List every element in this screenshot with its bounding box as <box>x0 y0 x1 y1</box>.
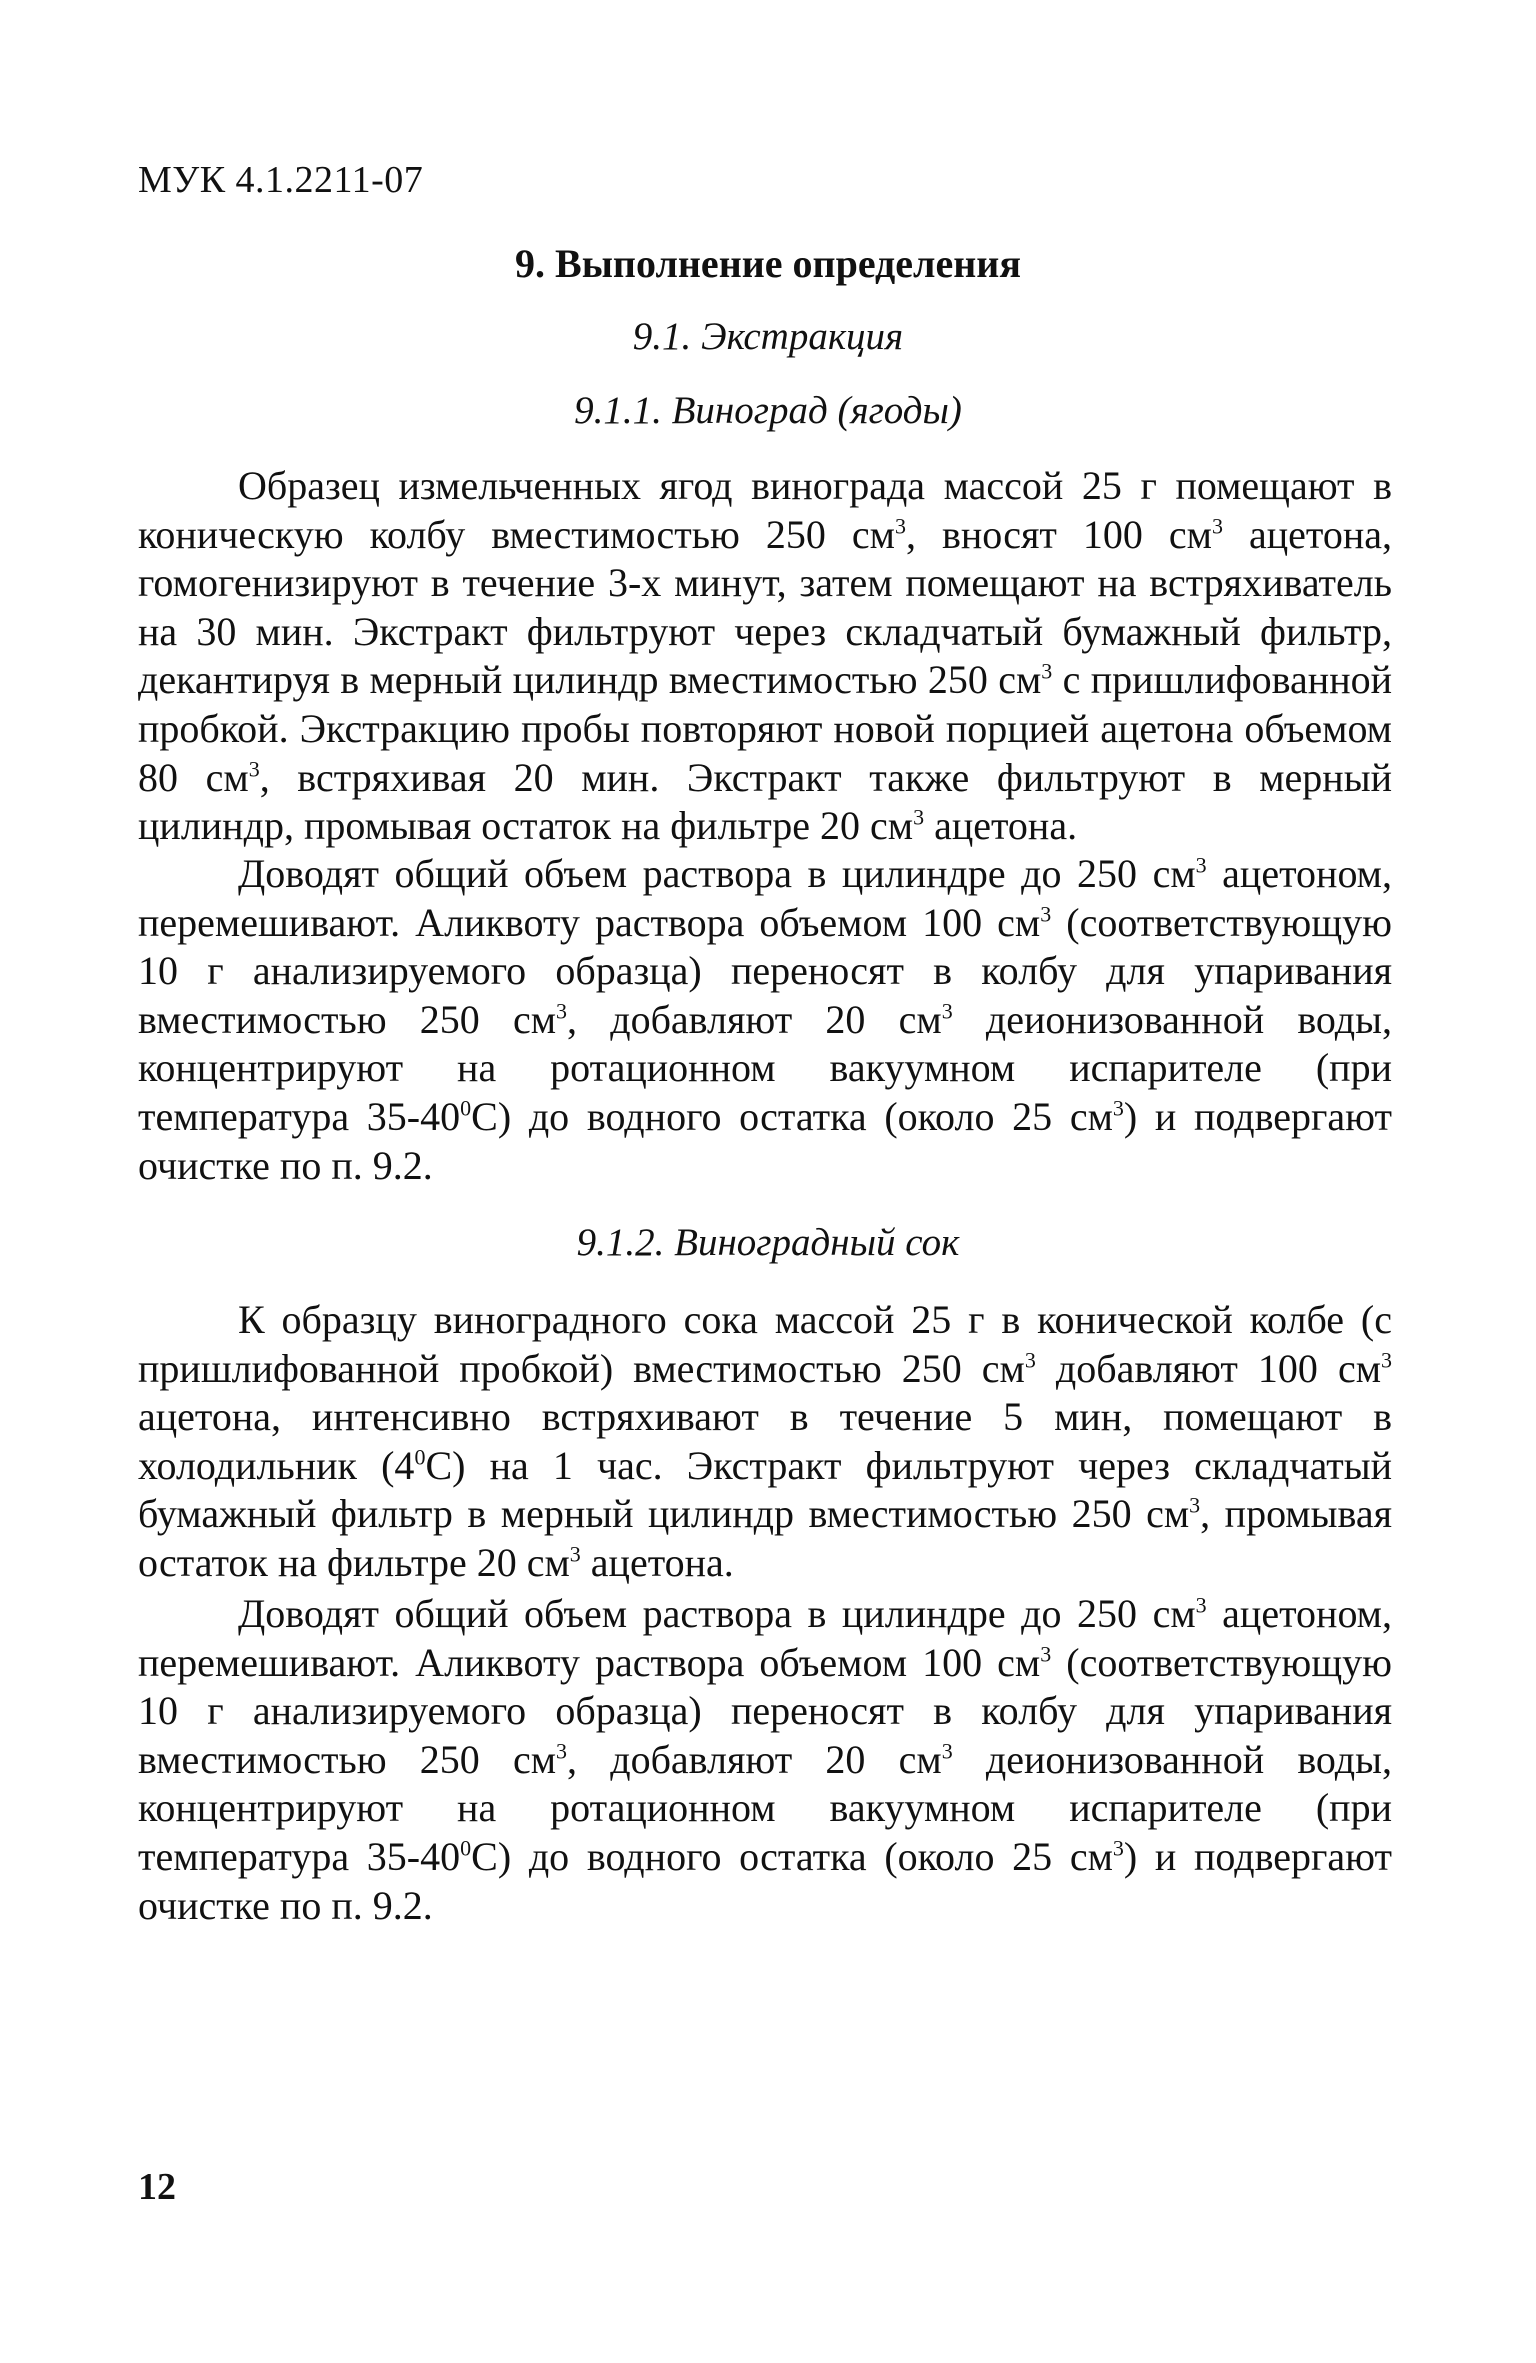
subsection-title: 9.1. Экстракция <box>632 315 904 358</box>
cube-superscript: 3 <box>556 998 568 1024</box>
grapes-subsection-title: 9.1.1. Виноград (ягоды) <box>574 389 962 432</box>
degree-superscript: 0 <box>414 1444 426 1470</box>
degree-superscript: 0 <box>460 1095 472 1121</box>
juice-paragraph-2: Доводят общий объем раствора в цилиндре до 250 $см^3$ ацетоном, перемешивают. Аликвоту раствора объемом 100 $см^3$ (соответствующую 10 г анализируемого образца) переносят в колбу для упаривания вместимостью 250 $см^3$, добавляют 20 $см^3$ деионизованной воды, концентрируют на ротационном вакуумном испарителе (при температура $35-40^0С$) до водного остатка (около 25 $см^3$) и подвергают очистке по п. 9.2. <box>138 1591 1393 1928</box>
cube-superscript: 3 <box>1040 1641 1052 1667</box>
cube-superscript: 3 <box>1112 1095 1124 1121</box>
cube-superscript: 3 <box>1041 659 1053 685</box>
cube-superscript: 3 <box>941 1738 953 1764</box>
document-code-header: МУК 4.1.2211-07 <box>138 159 424 201</box>
cube-superscript: 3 <box>569 1541 581 1567</box>
juice-subsection-title: 9.1.2. Виноградный сок <box>576 1221 960 1264</box>
section-title: 9. Выполнение определения <box>515 241 1021 286</box>
page-number: 12 <box>138 2166 176 2208</box>
cube-superscript: 3 <box>913 804 925 830</box>
cube-superscript: 3 <box>1381 1347 1393 1373</box>
cube-superscript: 3 <box>1112 1835 1124 1861</box>
cube-superscript: 3 <box>1211 513 1223 539</box>
cube-superscript: 3 <box>941 998 953 1024</box>
grapes-paragraph-1: Образец измельченных ягод винограда массой 25 г помещают в коническую колбу вместимостью 250 $см^3$, вносят 100 $см^3$ ацетона, гомогенизируют в течение 3-х минут, затем помещают на встряхиватель на 30 мин. Экстракт фильтруют через складчатый бумажный фильтр, декантируя в мерный цилиндр вместимостью 250 $см^3$ с пришлифованной пробкой. Экстракцию пробы повторяют новой порцией ацетона объемом 80 $см^3$, встряхивая 20 мин. Экстракт также фильтруют в мерный цилиндр, промывая остаток на фильтре 20 $см^3$ ацетона. <box>138 463 1393 849</box>
cube-superscript: 3 <box>1040 901 1052 927</box>
cube-superscript: 3 <box>894 513 906 539</box>
cube-superscript: 3 <box>1195 1592 1207 1618</box>
cube-superscript: 3 <box>1195 852 1207 878</box>
grapes-paragraph-2: Доводят общий объем раствора в цилиндре до 250 $см^3$ ацетоном, перемешивают. Аликвоту раствора объемом 100 $см^3$ (соответствующую 10 г анализируемого образца) переносят в колбу для упаривания вместимостью 250 $см^3$, добавляют 20 $см^3$ деионизованной воды, концентрируют на ротационном вакуумном испарителе (при температура $35-40^0С$) до водного остатка (около 25 $см^3$) и подвергают очистке по п. 9.2. <box>138 851 1393 1188</box>
cube-superscript: 3 <box>1189 1493 1201 1519</box>
degree-superscript: 0 <box>460 1835 472 1861</box>
cube-superscript: 3 <box>556 1738 568 1764</box>
cube-superscript: 3 <box>248 756 260 782</box>
juice-paragraph-1: К образцу виноградного сока массой 25 г в конической колбе (с пришлифованной пробкой) вместимостью 250 $см^3$ добавляют 100 $см^3$ ацетона, интенсивно встряхивают в течение 5 мин, помещают в холодильник $(4^0С)$ на 1 час. Экстракт фильтруют через складчатый бумажный фильтр в мерный цилиндр вместимостью 250 $см^3$, промывая остаток на фильтре 20 $см^3$ ацетона. <box>138 1297 1393 1585</box>
cube-superscript: 3 <box>1024 1347 1036 1373</box>
